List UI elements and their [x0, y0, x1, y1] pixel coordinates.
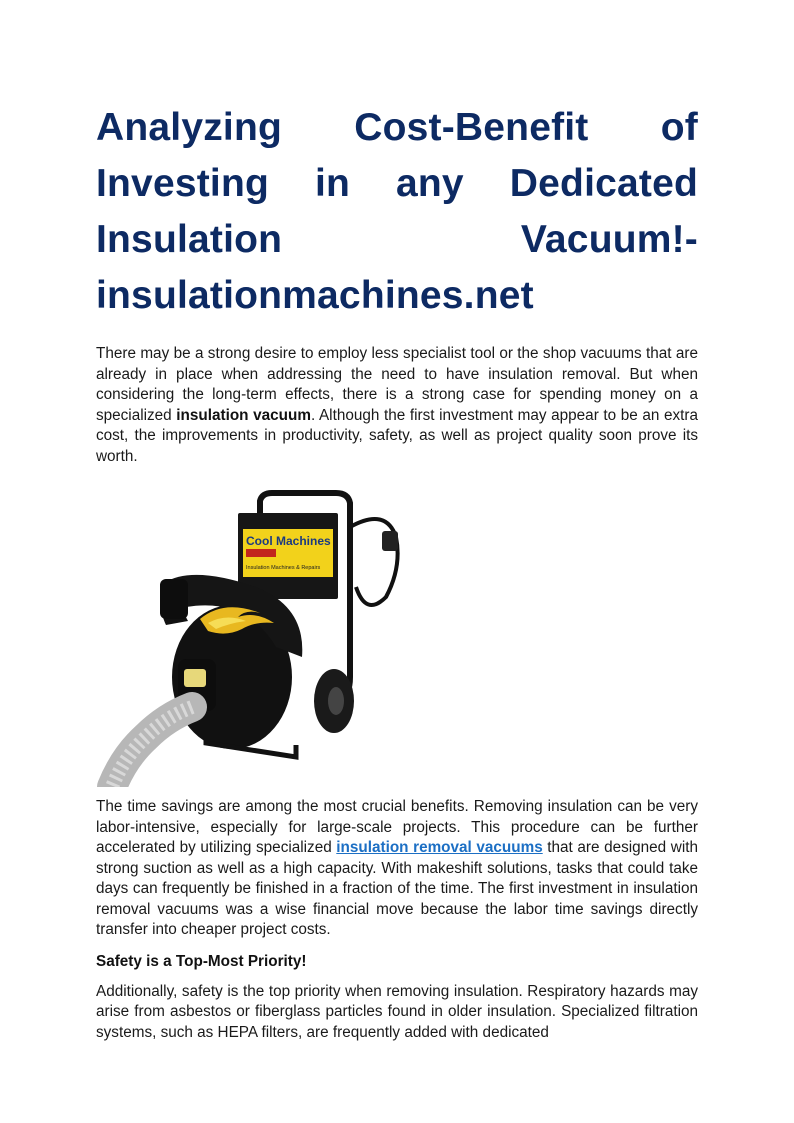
page-title: Analyzing Cost-Benefit of Investing in any Dedicated Insulation Vacuum!- insulationmachines.net: [96, 106, 698, 317]
document-page: [96, 100, 698, 1043]
time-text-2: that are designed with strong suction as well as a high capacity. With makeshift solutions, tasks that could take days can frequently be finished in a fraction of the time. The first investment in insulation removal vacuums was a wise financial move because the labor time savings directly transfer into cheaper project costs.: [96, 839, 698, 938]
intro-paragraph: [96, 344, 698, 467]
safety-heading: Safety is a Top-Most Priority!: [96, 952, 307, 970]
intro-bold-term: insulation vacuum: [176, 406, 311, 424]
time-text-1: The time savings are among the most crucial benefits. Removing insulation can be very labor-intensive, especially for large-scale projects. This procedure can be further accelerated by utilizing specialized: [96, 798, 698, 856]
product-image: [96, 487, 698, 787]
insulation-removal-vacuums-link[interactable]: insulation removal vacuums: [336, 839, 543, 856]
brand-sub-text: Insulation Machines & Repairs: [246, 565, 321, 571]
time-savings-paragraph: [96, 797, 698, 941]
insulation-vacuum-illustration: [96, 487, 698, 787]
intro-text-1: There may be a strong desire to employ less specialist tool or the shop vacuums that are already in place when addressing the need to have insulation removal. But when considering the long-term effects, there is a strong case for spending money on a specialized: [96, 345, 698, 424]
safety-paragraph: Additionally, safety is the top priority when removing insulation. Respiratory hazards may arise from asbestos or fiberglass particles found in older insulation. Specialized filtration systems, such as HEPA filters, are frequently added with dedicated: [96, 982, 698, 1041]
brand-logo-text: Cool Machines: [246, 534, 331, 548]
intro-text-2: . Although the first investment may appear to be an extra cost, the improvements in productivity, safety, as well as project quality soon prove its worth.: [96, 406, 698, 465]
